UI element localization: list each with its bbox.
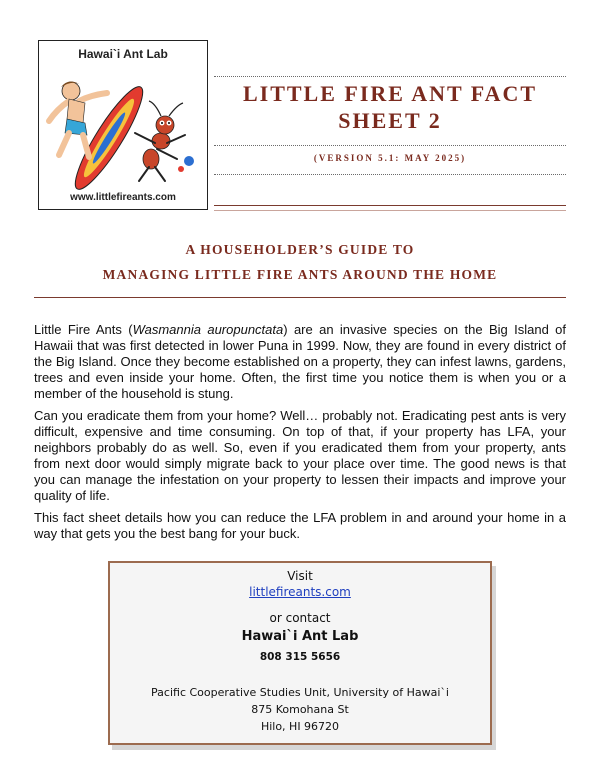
contact-lab-name: Hawai`i Ant Lab [241,629,359,644]
contact-phone: 808 315 5656 [259,651,341,663]
logo [38,40,208,210]
page-title [214,80,566,134]
contact-unit: Pacific Cooperative Studies Unit, University of Hawai`i [151,686,449,699]
paragraph-fact-sheet: This fact sheet details how you can reduce the LFA problem in and around your home in a way that gets you the best bang for your buck. [34,510,566,541]
body-text [34,322,566,548]
website-link[interactable]: littlefireants.com [249,585,351,599]
paragraph-intro-lead: Little Fire Ants ( [34,322,133,337]
header-dotted-rule-top [214,76,566,77]
contact-or-label: or contact [269,611,331,625]
version-label: (VERSION 5.1: MAY 2025) [313,153,467,163]
logo-title: Hawai`i Ant Lab [78,47,168,61]
surfer-and-ant-cartoon-icon [39,63,207,191]
subtitle-rule [34,297,566,298]
header-rule-shadow [214,210,566,211]
header-dotted-rule-middle [214,145,566,146]
paragraph-eradication: Can you eradicate them from your home? Well… probably not. Eradicating pest ants is very difficult, expensive and time consuming. On top of that, if your property has LFA, your neighbors probably do as well. So, even if you eradicated them from your property, ants from next door would simply migrate back to your place over time. The good news is that you can manage the infestation on your property to lessen their impacts and improve your quality of life. [34,408,566,503]
logo-url: www.littlefireants.com [70,192,176,203]
subtitle [34,237,566,287]
contact-box [108,561,492,745]
species-name: Wasmannia auropunctata [132,322,284,337]
title-line-1: LITTLE FIRE ANT FACT [242,81,538,106]
header-rule [214,205,566,206]
contact-street: 875 Komohana St [251,703,349,716]
paragraph-intro-rest: ) are an invasive species on the Big Island of Hawaii that was first detected in lower Puna in 1999. Now, they are found in every district of the Big Island. Once they become established on a property, they can infest lawns, gardens, trees and even inside your home. Often, the first time you notice them is when you or a member of the household is stung. [34,322,567,401]
title-line-2: SHEET 2 [338,108,442,133]
subtitle-line-2: MANAGING LITTLE FIRE ANTS AROUND THE HOME [102,267,498,282]
contact-visit-label: Visit [287,569,313,583]
subtitle-line-1: A HOUSEHOLDER’S GUIDE TO [185,242,415,257]
contact-city: Hilo, HI 96720 [260,720,340,733]
header-dotted-rule-bottom [214,174,566,175]
paragraph-intro [34,322,566,402]
